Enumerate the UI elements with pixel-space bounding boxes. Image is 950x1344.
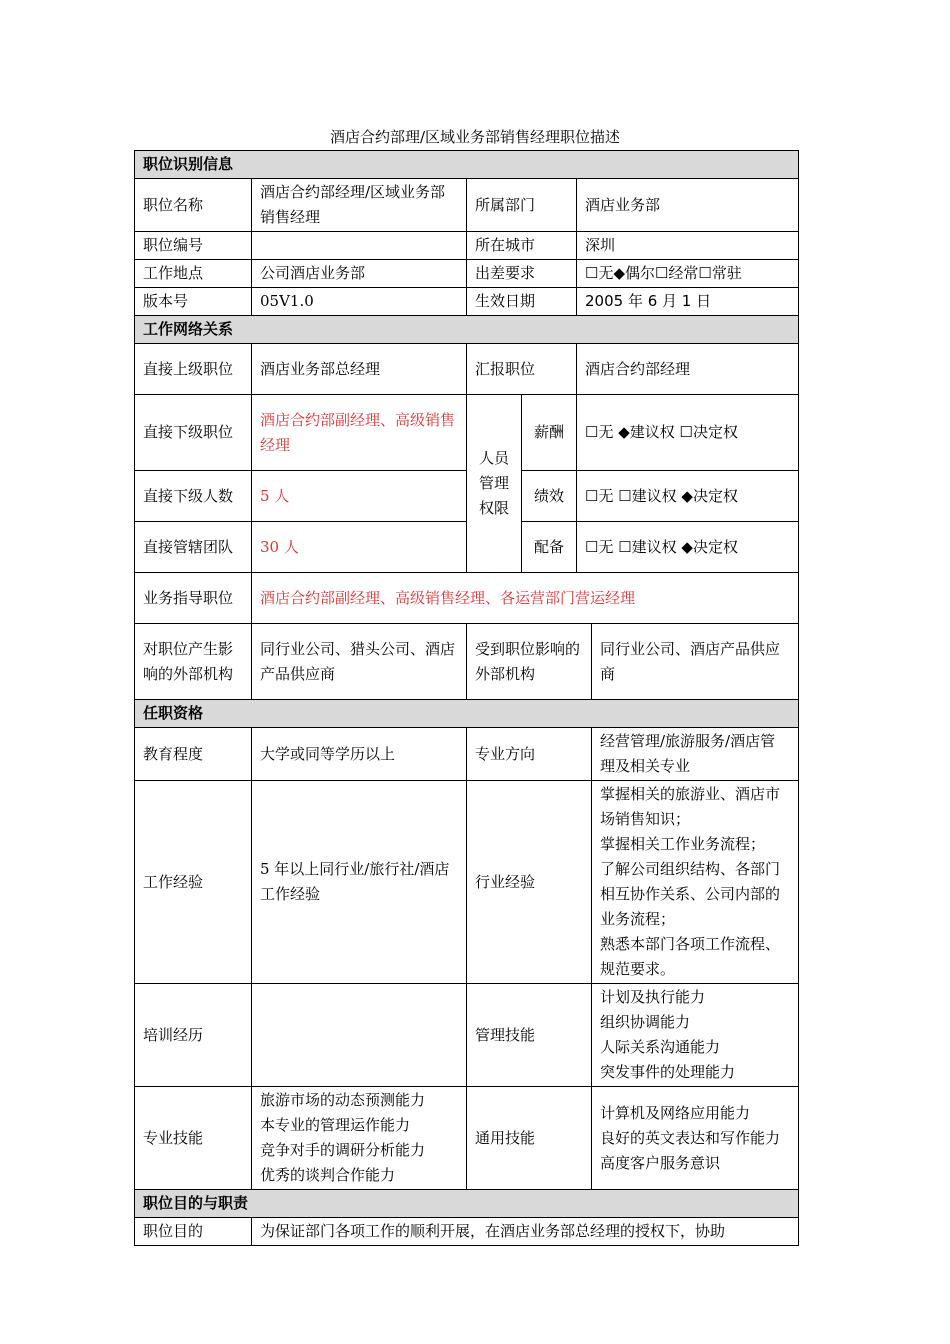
authority-label: 人员管理权限 — [467, 395, 522, 573]
professional-item: 本专业的管理运作能力 — [260, 1116, 411, 1134]
city-label: 所在城市 — [467, 232, 577, 260]
training-label: 培训经历 — [135, 984, 252, 1087]
section-network: 工作网络关系 — [135, 316, 799, 344]
travel-value: ☐无◆偶尔☐经常☐常驻 — [577, 260, 799, 288]
city-value: 深圳 — [577, 232, 799, 260]
location-value: 公司酒店业务部 — [252, 260, 467, 288]
industry-value — [592, 781, 799, 984]
management-value — [592, 984, 799, 1087]
report-value: 酒店合约部经理 — [577, 344, 799, 395]
report-label: 汇报职位 — [467, 344, 577, 395]
purpose-value: 为保证部门各项工作的顺利开展，在酒店业务部总经理的授权下，协助 — [252, 1218, 799, 1246]
management-label: 管理技能 — [467, 984, 592, 1087]
position-code-label: 职位编号 — [135, 232, 252, 260]
document-title: 酒店合约部理/区域业务部销售经理职位描述 — [329, 128, 621, 146]
subordinate-count-label: 直接下级人数 — [135, 471, 252, 522]
education-label: 教育程度 — [135, 728, 252, 781]
position-name-value: 酒店合约部经理/区域业务部销售经理 — [252, 179, 467, 232]
general-item: 高度客户服务意识 — [600, 1153, 721, 1172]
travel-label: 出差要求 — [467, 260, 577, 288]
industry-item: 掌握相关的旅游业、酒店市场销售知识； — [600, 785, 781, 828]
major-label: 专业方向 — [467, 728, 592, 781]
effective-date-value: 2005 年 6 月 1 日 — [577, 288, 799, 316]
management-item: 计划及执行能力 — [600, 988, 706, 1006]
performance-label: 绩效 — [522, 471, 577, 522]
experience-value: 5 年以上同行业/旅行社/酒店工作经验 — [252, 781, 467, 984]
general-item: 良好的英文表达和写作能力 — [600, 1128, 781, 1147]
general-label: 通用技能 — [467, 1087, 592, 1190]
industry-item: 了解公司组织结构、各部门相互协作关系、公司内部的业务流程； — [600, 860, 781, 928]
salary-value: ☐无 ◆建议权 ☐决定权 — [577, 395, 799, 471]
subordinate-value: 酒店合约部副经理、高级销售经理 — [252, 395, 467, 471]
management-item: 组织协调能力 — [600, 1013, 691, 1031]
salary-label: 薪酬 — [522, 395, 577, 471]
superior-value: 酒店业务部总经理 — [252, 344, 467, 395]
professional-item: 竞争对手的调研分析能力 — [260, 1141, 426, 1159]
subordinate-label: 直接下级职位 — [135, 395, 252, 471]
team-value: 30 人 — [252, 522, 467, 573]
position-code-value — [252, 232, 467, 260]
guidance-label: 业务指导职位 — [135, 573, 252, 624]
management-item: 突发事件的处理能力 — [600, 1063, 736, 1081]
training-value — [252, 984, 467, 1087]
staffing-label: 配备 — [522, 522, 577, 573]
industry-label: 行业经验 — [467, 781, 592, 984]
subordinate-count-value: 5 人 — [252, 471, 467, 522]
superior-label: 直接上级职位 — [135, 344, 252, 395]
purpose-label: 职位目的 — [135, 1218, 252, 1246]
general-value — [592, 1087, 799, 1190]
staffing-value: ☐无 ☐建议权 ◆决定权 — [577, 522, 799, 573]
location-label: 工作地点 — [135, 260, 252, 288]
job-description-table — [134, 150, 799, 1246]
professional-value — [252, 1087, 467, 1190]
influences-value: 同行业公司、猎头公司、酒店产品供应商 — [252, 624, 467, 700]
version-value: 05V1.0 — [252, 288, 467, 316]
effective-date-label: 生效日期 — [467, 288, 577, 316]
professional-item: 旅游市场的动态预测能力 — [260, 1091, 426, 1109]
department-value: 酒店业务部 — [577, 179, 799, 232]
guidance-value: 酒店合约部副经理、高级销售经理、各运营部门营运经理 — [252, 573, 799, 624]
professional-item: 优秀的谈判合作能力 — [260, 1166, 396, 1184]
team-label: 直接管辖团队 — [135, 522, 252, 573]
major-value: 经营管理/旅游服务/酒店管理及相关专业 — [592, 728, 799, 781]
influenced-label: 受到职位影响的外部机构 — [467, 624, 592, 700]
section-purpose: 职位目的与职责 — [135, 1190, 799, 1218]
influences-label: 对职位产生影响的外部机构 — [135, 624, 252, 700]
section-qualification: 任职资格 — [135, 700, 799, 728]
management-item: 人际关系沟通能力 — [600, 1038, 721, 1056]
position-name-label: 职位名称 — [135, 179, 252, 232]
department-label: 所属部门 — [467, 179, 577, 232]
general-item: 计算机及网络应用能力 — [600, 1103, 751, 1122]
version-label: 版本号 — [135, 288, 252, 316]
professional-label: 专业技能 — [135, 1087, 252, 1190]
industry-item: 熟悉本部门各项工作流程、规范要求。 — [600, 935, 781, 978]
section-identity: 职位识别信息 — [135, 151, 799, 179]
performance-value: ☐无 ☐建议权 ◆决定权 — [577, 471, 799, 522]
industry-item: 掌握相关工作业务流程； — [600, 835, 766, 853]
influenced-value: 同行业公司、酒店产品供应商 — [592, 624, 799, 700]
experience-label: 工作经验 — [135, 781, 252, 984]
education-value: 大学或同等学历以上 — [252, 728, 467, 781]
